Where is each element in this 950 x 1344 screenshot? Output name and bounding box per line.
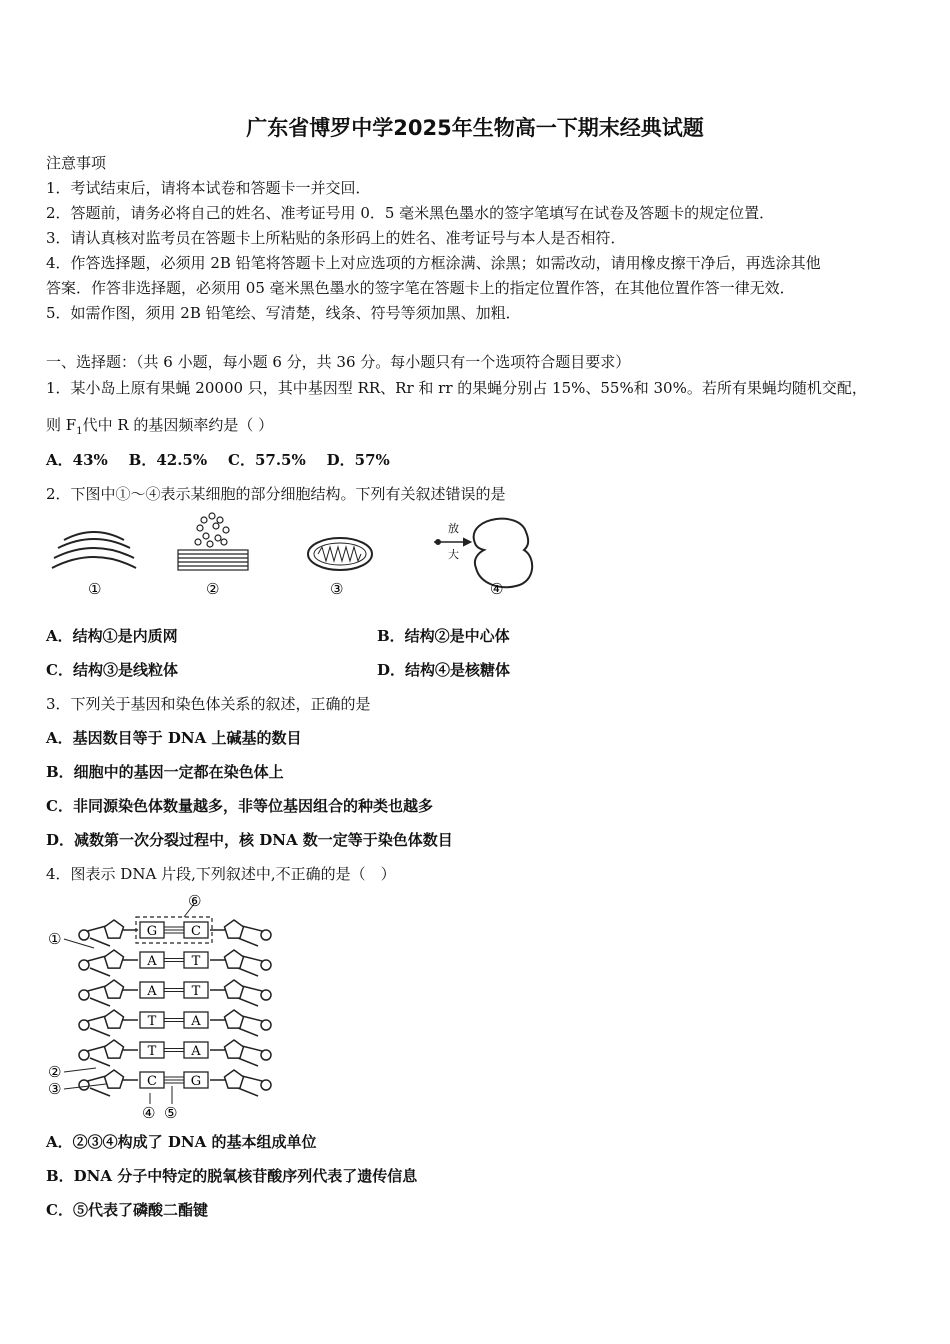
phosphate-bond-left — [90, 998, 110, 1006]
section-heading: 一、选择题：（共 6 小题，每小题 6 分，共 36 分。每小题只有一个选项符合题目要求） — [46, 353, 631, 371]
phosphate-right — [261, 960, 271, 970]
phosphate-bond-right — [238, 938, 258, 946]
notice-item-3: 3．请认真核对监考员在答题卡上所粘贴的条形码上的姓名、准考证号与本人是否相符． — [46, 229, 626, 247]
notice-item-2: 2．答题前，请务必将自己的姓名、准考证号用 0．5 毫米黑色墨水的签字笔填写在试卷及答题卡的规定位置． — [46, 204, 775, 222]
base-letter-left: G — [146, 924, 158, 939]
base-letter-right: T — [191, 954, 201, 969]
fig-text-da: 大 — [448, 548, 459, 561]
fig-label-3: ③ — [330, 580, 344, 598]
q3-stem: 3．下列关于基因和染色体关系的叙述，正确的是 — [46, 695, 371, 713]
deoxyribose-right — [225, 950, 244, 968]
phosphate-bond-right — [238, 1088, 258, 1096]
fig-label-4: ④ — [490, 580, 504, 598]
phosphate-bond-right — [238, 1028, 258, 1036]
deoxyribose-left — [105, 980, 124, 998]
phosphate-bond-left — [90, 1088, 110, 1096]
mitochondrion-structure — [308, 538, 372, 570]
phosphate-bond-right — [238, 998, 258, 1006]
dna-label-4: ④ — [142, 1104, 156, 1120]
phosphate-right — [261, 930, 271, 940]
q1-stem-prefix: 则 F — [46, 416, 77, 434]
q3-option-d: D．减数第一次分裂过程中，核 DNA 数一定等于染色体数目 — [46, 831, 453, 849]
base-letter-left: T — [147, 1014, 157, 1029]
q2-option-b: B．结构②是中心体 — [377, 627, 510, 645]
q2-option-a: A．结构①是内质网 — [46, 627, 178, 645]
phosphate-left — [79, 930, 89, 940]
phosphate-bond-left — [90, 1028, 110, 1036]
notice-heading: 注意事项 — [46, 154, 107, 172]
phosphate-left — [79, 960, 89, 970]
notice-item-5: 5．如需作图，须用 2B 铅笔绘、写清楚，线条、符号等须加黑、加粗． — [46, 304, 521, 322]
phosphate-left — [79, 1020, 89, 1030]
phosphate-left — [79, 990, 89, 1000]
q3-option-a: A．基因数目等于 DNA 上碱基的数目 — [46, 729, 302, 747]
base-letter-left: C — [147, 1074, 157, 1089]
phosphate-bond-left — [90, 938, 110, 946]
deoxyribose-left — [105, 1070, 124, 1088]
base-letter-left: T — [147, 1044, 157, 1059]
q2-stem: 2．下图中①～④表示某细胞的部分细胞结构。下列有关叙述错误的是 — [46, 485, 506, 503]
dna-label-1: ① — [48, 930, 62, 948]
er-structure — [52, 532, 136, 568]
q3-option-b: B．细胞中的基因一定都在染色体上 — [46, 763, 284, 781]
fig-label-2: ② — [206, 580, 220, 598]
q1-stem-line1: 1．某小岛上原有果蝇 20000 只，其中基因型 RR、Rr 和 rr 的果蝇分别占 15%、55%和 30%。若所有果蝇均随机交配， — [46, 379, 867, 397]
label-1-pointer — [64, 939, 94, 948]
deoxyribose-right — [225, 920, 244, 938]
q1-subscript: 1 — [76, 426, 83, 437]
cell-structures-figure — [44, 512, 544, 602]
q1-stem-suffix: 代中 R 的基因频率约是（ ） — [82, 416, 274, 434]
fig-text-fang: 放 — [448, 522, 459, 535]
deoxyribose-right — [225, 1040, 244, 1058]
q2-option-c: C．结构③是线粒体 — [46, 661, 178, 679]
phosphate-left — [79, 1050, 89, 1060]
base-letter-right: T — [191, 984, 201, 999]
q1-options: A．43% B．42.5% C．57.5% D．57% — [46, 451, 390, 469]
phosphate-right — [261, 1050, 271, 1060]
fig-label-1: ① — [88, 580, 102, 598]
page-title: 广东省博罗中学2025年生物高一下期末经典试题 — [246, 116, 704, 140]
phosphate-right — [261, 1020, 271, 1030]
deoxyribose-left — [105, 1040, 124, 1058]
deoxyribose-right — [225, 1070, 244, 1088]
label-2-pointer — [64, 1068, 96, 1072]
notice-item-4-cont: 答案．作答非选择题，必须用 05 毫米黑色墨水的签字笔在答题卡上的指定位置作答，在其他位置作答一律无效． — [46, 279, 795, 297]
phosphate-left — [79, 1080, 89, 1090]
centriole-structure — [178, 513, 248, 570]
base-letter-right: A — [191, 1014, 201, 1029]
base-letter-right: A — [191, 1044, 201, 1059]
dna-label-5: ⑤ — [164, 1104, 178, 1120]
q4-stem: 4．图表示 DNA 片段,下列叙述中,不正确的是（ ） — [46, 865, 396, 883]
q1-stem-line2 — [46, 414, 273, 437]
deoxyribose-left — [105, 920, 124, 938]
phosphate-bond-right — [238, 1058, 258, 1066]
deoxyribose-right — [225, 1010, 244, 1028]
phosphate-right — [261, 1080, 271, 1090]
q2-option-d: D．结构④是核糖体 — [377, 661, 511, 679]
deoxyribose-left — [105, 1010, 124, 1028]
deoxyribose-right — [225, 980, 244, 998]
deoxyribose-left — [105, 950, 124, 968]
dna-label-2: ② — [48, 1063, 62, 1081]
phosphate-right — [261, 990, 271, 1000]
phosphate-bond-left — [90, 1058, 110, 1066]
q3-option-c: C．非同源染色体数量越多，非等位基因组合的种类也越多 — [46, 797, 433, 815]
phosphate-bond-left — [90, 968, 110, 976]
q4-option-a: A．②③④构成了 DNA 的基本组成单位 — [46, 1133, 317, 1151]
dna-label-6: ⑥ — [188, 892, 202, 910]
base-letter-left: A — [147, 984, 157, 999]
dna-label-3: ③ — [48, 1080, 62, 1098]
base-letter-right: C — [191, 924, 201, 939]
phosphate-bond-right — [238, 968, 258, 976]
notice-item-4: 4．作答选择题，必须用 2B 铅笔将答题卡上对应选项的方框涂满、涂黑；如需改动，请用橡皮擦干净后，再选涂其他 — [46, 254, 821, 272]
notice-item-1: 1．考试结束后，请将本试卷和答题卡一并交回． — [46, 179, 371, 197]
q4-option-c: C．⑤代表了磷酸二酯键 — [46, 1201, 208, 1219]
dna-fragment-figure — [44, 890, 284, 1120]
q4-option-b: B．DNA 分子中特定的脱氧核苷酸序列代表了遗传信息 — [46, 1167, 418, 1185]
base-letter-right: G — [190, 1074, 202, 1089]
base-letter-left: A — [147, 954, 157, 969]
